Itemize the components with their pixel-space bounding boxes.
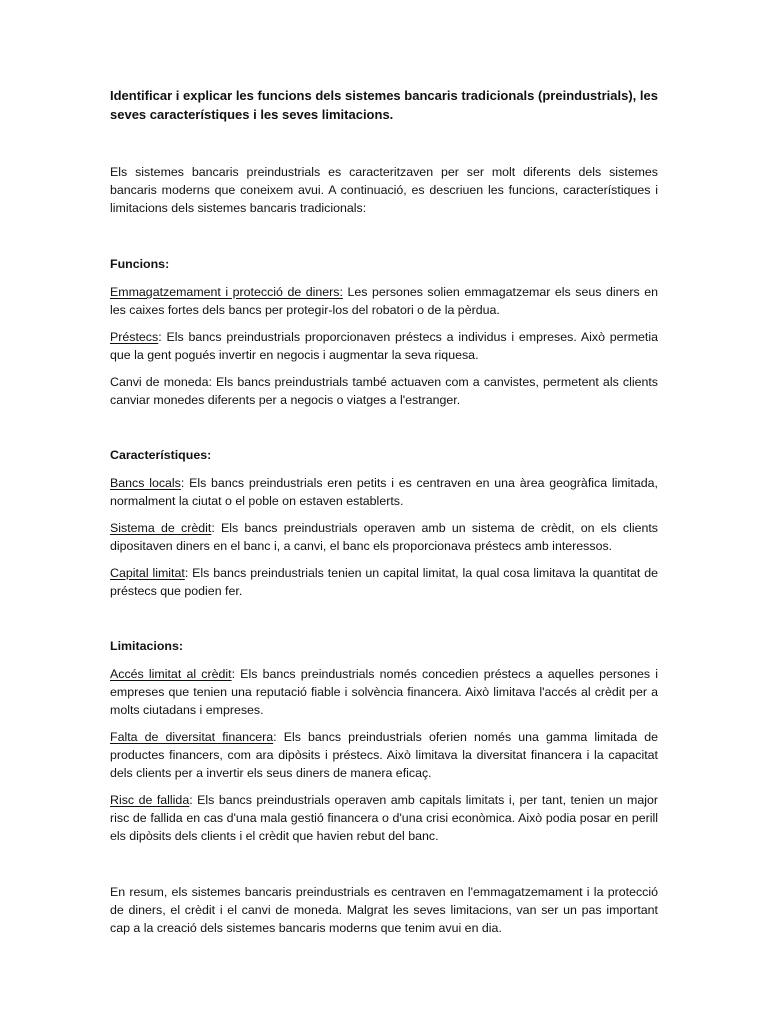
item-canvi-moneda	[110, 373, 658, 409]
item-prestecs	[110, 328, 658, 364]
item-capital-limitat	[110, 564, 658, 600]
section-heading-funcions: Funcions:	[110, 257, 170, 271]
conclusion-paragraph: En resum, els sistemes bancaris preindustrials es centraven en l'emmagatzemament i la protecció de diners, el crèdit i el canvi de moneda. Malgrat les seves limitacions, van ser un pas important cap a la creació dels sistemes bancaris moderns que tenim avui en dia.	[110, 885, 658, 935]
item-term: Falta de diversitat financera	[110, 730, 274, 744]
item-emmagatzemament	[110, 283, 658, 319]
item-text: : Els bancs preindustrials eren petits i es centraven en una àrea geogràfica limitada, normalment la ciutat o el poble on estaven establerts.	[110, 476, 658, 508]
item-bancs-locals	[110, 474, 658, 510]
item-falta-diversitat	[110, 728, 658, 782]
section-heading-caracteristiques: Característiques:	[110, 448, 212, 462]
item-term: Bancs locals	[110, 476, 181, 490]
item-text: : Els bancs preindustrials proporcionaven préstecs a individus i empreses. Això permetia que la gent pogués invertir en negocis i augmentar la seva riquesa.	[110, 330, 658, 362]
item-text: : Els bancs preindustrials operaven amb un sistema de crèdit, on els clients dipositaven diners en el banc i, a canvi, el banc els proporcionava préstecs amb interessos.	[110, 521, 658, 553]
item-sistema-credit	[110, 519, 658, 555]
item-term: Accés limitat al crèdit	[110, 667, 232, 681]
item-term: Capital limitat	[110, 566, 185, 580]
document-body	[110, 86, 658, 937]
item-text: : Els bancs preindustrials només concedien préstecs a aquelles persones i empreses que tenien una reputació fiable i solvència financera. Això limitava l'accés al crèdit per a molts ciutadans i empreses.	[110, 667, 658, 717]
item-risc-fallida	[110, 791, 658, 845]
item-text: : Els bancs preindustrials tenien un capital limitat, la qual cosa limitava la quantitat de préstecs que podien fer.	[110, 566, 658, 598]
item-term: Emmagatzemament i protecció de diners:	[110, 285, 343, 299]
item-term: Sistema de crèdit	[110, 521, 212, 535]
item-text: Les persones solien emmagatzemar els seus diners en les caixes fortes dels bancs per protegir-los del robatori o de la pèrdua.	[110, 285, 659, 317]
item-text: Canvi de moneda: Els bancs preindustrials també actuaven com a canvistes, permetent als clients canviar monedes diferents per a negocis o viatges a l'estranger.	[110, 375, 658, 407]
item-term: Risc de fallida	[110, 793, 190, 807]
section-heading-limitacions: Limitacions:	[110, 639, 183, 653]
item-text: : Els bancs preindustrials oferien només una gamma limitada de productes financers, com ara dipòsits i préstecs. Això limitava la diversitat financera i la capacitat dels clients per a invertir els seus diners de manera eficaç.	[110, 730, 658, 780]
item-text: : Els bancs preindustrials operaven amb capitals limitats i, per tant, tenien un major risc de fallida en cas d'una mala gestió financera o d'una crisi econòmica. Això podia posar en perill els dipòsits dels clients i el crèdit que havien rebut del banc.	[110, 793, 658, 843]
item-term: Préstecs	[110, 330, 159, 344]
document-title: Identificar i explicar les funcions dels sistemes bancaris tradicionals (preindustrials), les seves característiques i les seves limitacions.	[110, 88, 658, 122]
intro-paragraph: Els sistemes bancaris preindustrials es caracteritzaven per ser molt diferents dels sistemes bancaris moderns que coneixem avui. A continuació, es descriuen les funcions, característiques i limitacions dels sistemes bancaris tradicionals:	[110, 165, 658, 215]
item-acces-limitat	[110, 665, 658, 719]
